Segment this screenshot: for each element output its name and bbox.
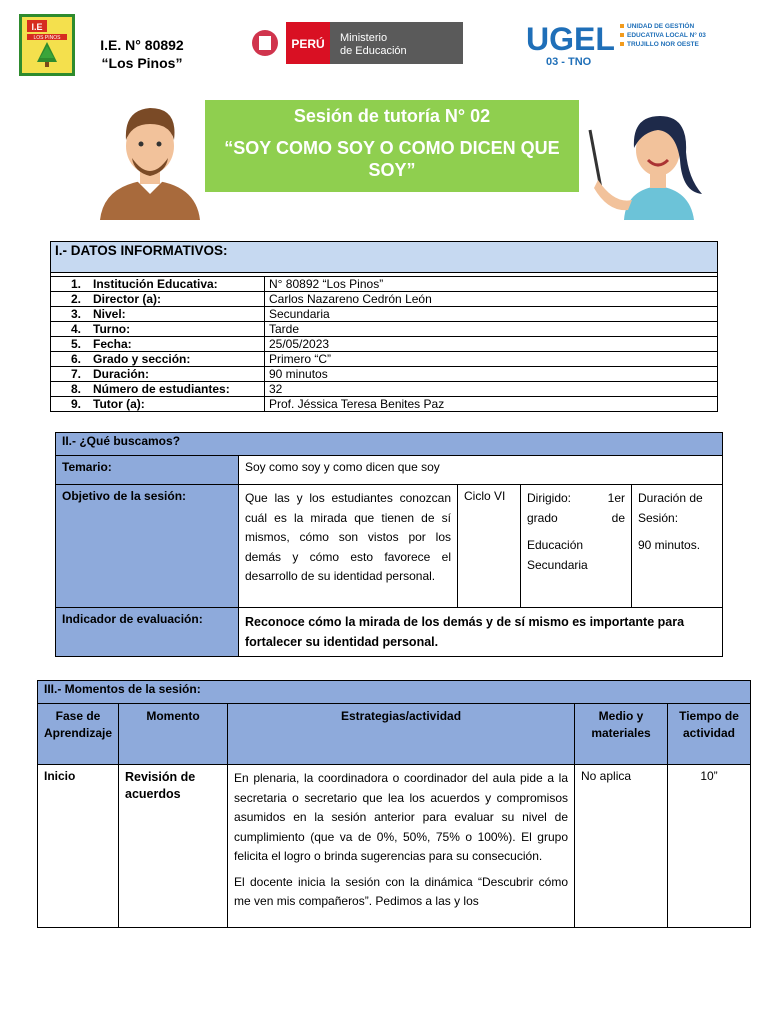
col-momento: Momento <box>119 704 228 765</box>
school-name-line2: “Los Pinos” <box>101 55 183 71</box>
temario-value: Soy como soy y como dicen que soy <box>239 456 723 485</box>
session-title-box <box>205 100 579 192</box>
row-fase: Inicio <box>38 765 119 928</box>
table-row: 5. Fecha: 25/05/2023 <box>51 337 718 352</box>
session-title: Sesión de tutoría N° 02 <box>293 106 491 126</box>
table-row: 8. Número de estudiantes: 32 <box>51 382 718 397</box>
duracion-line2: 90 minutos. <box>638 538 701 552</box>
table-row <box>38 765 751 928</box>
info-value: 90 minutos <box>265 367 718 382</box>
ugel-line2: EDUCATIVA LOCAL N° 03 <box>627 32 706 39</box>
temario-label: Temario: <box>56 456 239 485</box>
row-momento: Revisión de acuerdos <box>119 765 228 928</box>
ugel-line1: UNIDAD DE GESTIÓN <box>627 23 695 30</box>
col-fase: Fase de Aprendizaje <box>38 704 119 765</box>
objetivo-value: Que las y los estudiantes conozcan cuál es la mirada que tienen de sí mismos, cómo son vistos por los demás y cómo esto favorece el desarrollo de su identidad personal. <box>239 485 458 608</box>
info-value: 32 <box>265 382 718 397</box>
ugel-line3: TRUJILLO NOR OESTE <box>627 41 699 48</box>
indicador-value: Reconoce cómo la mirada de los demás y de sí mismo es importante para fortalecer su identidad personal. <box>239 608 723 657</box>
school-logo-text: I.E <box>31 22 43 32</box>
datos-informativos-table <box>50 241 718 412</box>
table-row: 9. Tutor (a): Prof. Jéssica Teresa Benites Paz <box>51 397 718 412</box>
teacher-woman-illustration <box>584 108 708 220</box>
row-estrategias <box>228 765 575 928</box>
datos-heading: I.- DATOS INFORMATIVOS: <box>51 242 718 273</box>
dirigido-line2: Educación Secundaria <box>527 538 588 572</box>
table-row: 1. Institución Educativa: N° 80892 “Los Pinos” <box>51 277 718 292</box>
row-tiempo: 10” <box>668 765 751 928</box>
info-value: Secundaria <box>265 307 718 322</box>
school-logo-banner: LOS PINOS <box>33 35 61 41</box>
duracion-cell <box>632 485 723 608</box>
col-tiempo: Tiempo de actividad <box>668 704 751 765</box>
ciclo-value: Ciclo VI <box>458 485 521 608</box>
dirigido-line1: Dirigido: 1er grado de <box>527 491 625 525</box>
indicador-label: Indicador de evaluación: <box>56 608 239 657</box>
col-medio: Medio y materiales <box>575 704 668 765</box>
info-value: Tarde <box>265 322 718 337</box>
table-row: 7. Duración: 90 minutos <box>51 367 718 382</box>
row-paragraph-1: En plenaria, la coordinadora o coordinador del aula pide a la secretaria o secretario que lea los acuerdos y compromisos asumidos en la sesión anterior para evaluar su nivel de cumplimiento (que va de 0%, 50%, 75% o 100%). El grupo felicita el logro o brinda sugerencias para su consecución. <box>234 771 568 863</box>
datos-heading-row <box>51 242 718 273</box>
school-logo <box>19 14 75 76</box>
info-value: Primero “C” <box>265 352 718 367</box>
col-estrategias: Estrategias/actividad <box>228 704 575 765</box>
gov-ministry-line1: Ministerio <box>340 32 388 44</box>
info-value: Prof. Jéssica Teresa Benites Paz <box>265 397 718 412</box>
gov-peru-text: PERÚ <box>291 37 325 51</box>
teacher-man-illustration <box>96 98 204 220</box>
row-medio: No aplica <box>575 765 668 928</box>
que-buscamos-table <box>55 432 723 657</box>
dirigido-cell <box>521 485 632 608</box>
school-name-line1: I.E. N° 80892 <box>100 37 184 53</box>
ugel-logo <box>524 18 714 68</box>
table-row: 2. Director (a): Carlos Nazareno Cedrón León <box>51 292 718 307</box>
row-paragraph-2: El docente inicia la sesión con la dinámica “Descubrir cómo me ven mis compañeros”. Pedimos a las y los <box>234 874 568 908</box>
table-row: 6. Grado y sección: Primero “C” <box>51 352 718 367</box>
duracion-line1: Duración de Sesión: <box>638 491 703 525</box>
buscamos-heading: II.- ¿Qué buscamos? <box>56 433 723 456</box>
table-row: 3. Nivel: Secundaria <box>51 307 718 322</box>
info-value: N° 80892 “Los Pinos” <box>265 277 718 292</box>
gov-ministry-line2: de Educación <box>340 45 407 57</box>
momentos-table <box>37 680 751 928</box>
school-name <box>86 36 198 72</box>
info-value: Carlos Nazareno Cedrón León <box>265 292 718 307</box>
ugel-sub: 03 - TNO <box>546 56 592 68</box>
session-subtitle: “SOY COMO SOY O COMO DICEN QUE SOY” <box>224 138 560 180</box>
info-value: 25/05/2023 <box>265 337 718 352</box>
momentos-heading: III.- Momentos de la sesión: <box>38 681 751 704</box>
ugel-text: UGEL <box>526 21 615 57</box>
objetivo-label: Objetivo de la sesión: <box>56 485 239 608</box>
table-row: 4. Turno: Tarde <box>51 322 718 337</box>
ministry-logo <box>244 22 463 64</box>
